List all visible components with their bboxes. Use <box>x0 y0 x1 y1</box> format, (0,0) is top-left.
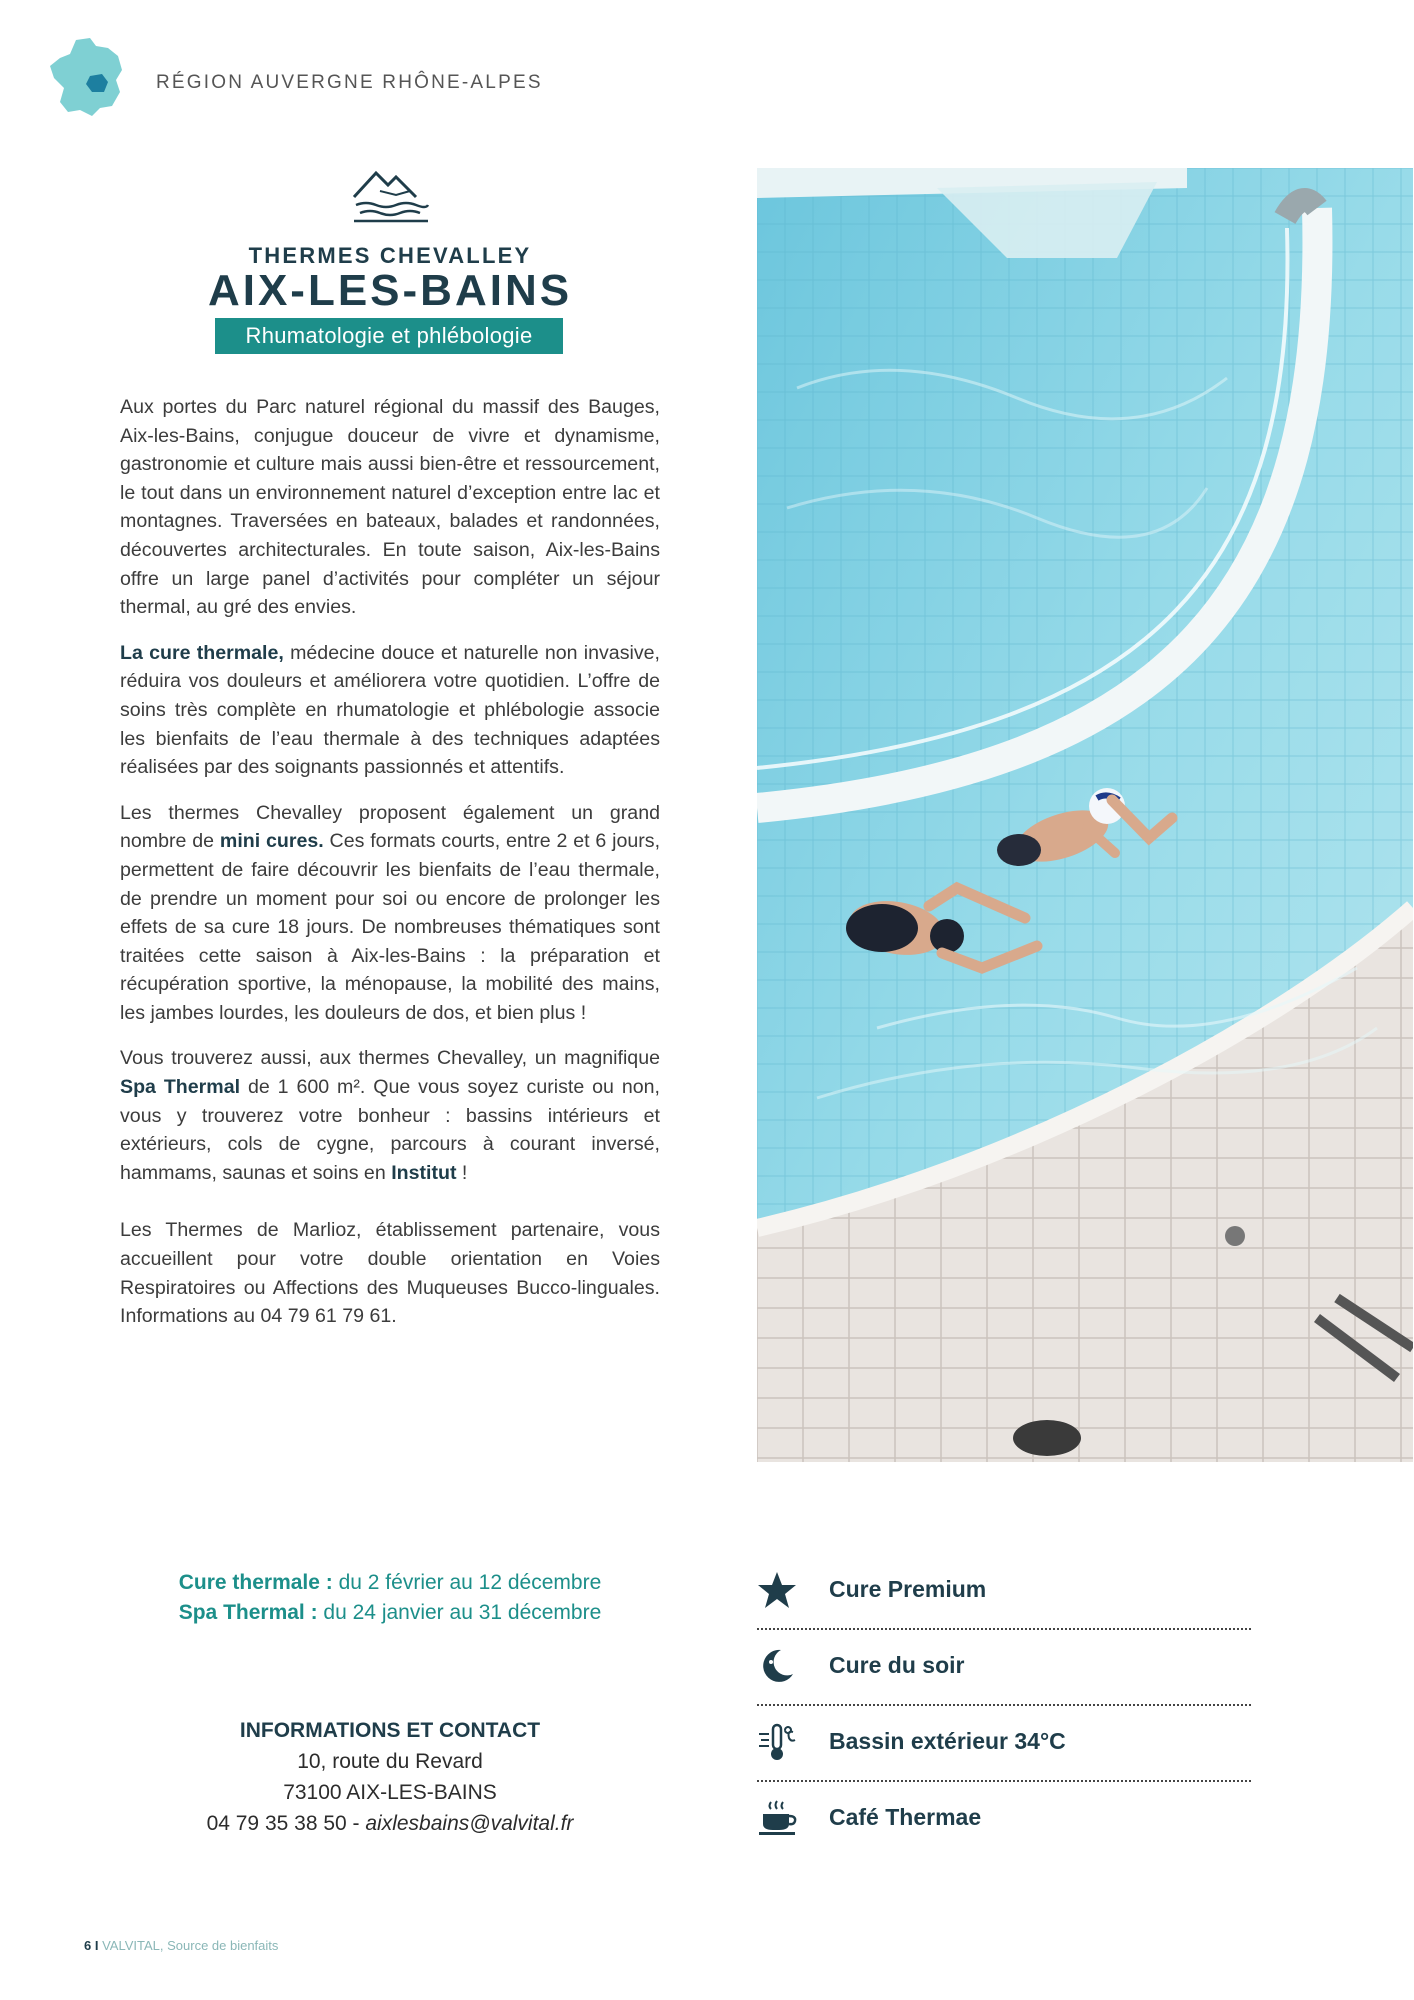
establishment-name: THERMES CHEVALLEY <box>248 243 532 268</box>
contact-phone: 04 79 35 38 50 - <box>206 1812 366 1835</box>
paragraph-spa-text-a: Vous trouverez aussi, aux thermes Chevalley, un magnifique <box>120 1047 660 1070</box>
feature-item <box>757 1628 1251 1706</box>
star-icon <box>757 1570 797 1610</box>
paragraph-mini-cures <box>120 799 660 1028</box>
cure-dates-value: du 2 février au 12 décembre <box>332 1571 602 1594</box>
region-label: RÉGION AUVERGNE RHÔNE-ALPES <box>156 72 543 93</box>
page-number: 6 <box>84 1938 92 1953</box>
contact-street: 10, route du Revard <box>297 1750 483 1773</box>
feature-item <box>757 1552 1251 1630</box>
feature-item <box>757 1704 1251 1782</box>
bold-cure-thermale: La cure thermale, <box>120 641 284 664</box>
specialty-badge: Rhumatologie et phlébologie <box>215 318 563 354</box>
spa-dates <box>120 1598 660 1628</box>
footer-brand: VALVITAL, Source de bienfaits <box>102 1938 279 1953</box>
bold-spa-thermal: Spa Thermal <box>120 1076 241 1099</box>
cure-dates-label: Cure thermale : <box>178 1571 333 1594</box>
mountain-lake-icon <box>350 165 432 223</box>
feature-item <box>757 1780 1251 1856</box>
paragraph-marlioz: Les Thermes de Marlioz, établissement partenaire, vous accueillent pour votre double orientation en Voies Respiratoires ou Affections des Muqueuses Bucco-linguales. Informations au 04 79 61 79 61. <box>120 1219 660 1328</box>
paragraph-spa-text-c: ! <box>456 1161 468 1184</box>
bold-mini-cures: mini cures. <box>219 830 324 853</box>
paragraph-spa-text-b: de 1 600 m². Que vous soyez curiste ou non, vous y trouverez votre bonheur : bassins intérieurs et extérieurs, cols de cygne, parcours à courant inversé, hammams, saunas et soins en <box>120 1076 660 1184</box>
paragraph-intro: Aux portes du Parc naturel régional du massif des Bauges, Aix-les-Bains, conjugue douceur de vivre et dynamisme, gastronomie et culture mais aussi bien-être et ressourcement, le tout dans un environnement naturel d’exception entre lac et montagnes. Traversées en bateaux, balades et randonnées, découvertes architecturales. En toute saison, Aix-les-Bains offre un large panel d’activités pour compléter un séjour thermal, au gré des envies. <box>120 396 660 619</box>
contact-city: 73100 AIX-LES-BAINS <box>283 1781 497 1804</box>
contact-email-link[interactable]: aixlesbains@valvital.fr <box>365 1812 574 1835</box>
page-footer <box>84 1938 278 1953</box>
paragraph-cure <box>120 639 660 782</box>
page-title: AIX-LES-BAINS <box>207 266 573 315</box>
feature-label: Cure Premium <box>829 1576 987 1602</box>
footer-separator: I <box>91 1938 103 1953</box>
moon-icon <box>757 1646 797 1686</box>
contact-heading: INFORMATIONS ET CONTACT <box>239 1719 541 1742</box>
paragraph-cure-text: médecine douce et naturelle non invasive, réduira vos douleurs et améliorera votre quotidien. L’offre de soins très complète en rhumatologie et phlébologie associe les bienfaits de l’eau thermale à des techniques adaptées réalisées par des soignants passionnés et attentifs. <box>120 641 660 779</box>
thermometer-icon <box>757 1722 797 1762</box>
contact-block <box>120 1715 660 1839</box>
contact-phone-email <box>120 1808 660 1839</box>
paragraph-mini-cures-text-b: Ces formats courts, entre 2 et 6 jours, permettent de faire découvrir les bienfaits de l’eau thermale, de prendre un moment pour soi ou encore de prolonger les effets de sa cure 18 jours. De nombreuses thématiques sont traitées cette saison à Aix-les-Bains : la préparation et récupération sportive, la ménopause, la mobilité des mains, les jambes lourdes, les douleurs de dos, et bien plus ! <box>120 830 661 1024</box>
spa-dates-value: du 24 janvier au 31 décembre <box>317 1601 602 1624</box>
paragraph-mini-cures-text-a: Les thermes Chevalley proposent également un grand nombre de <box>120 801 660 853</box>
spa-dates-label: Spa Thermal : <box>178 1601 318 1624</box>
season-dates <box>120 1568 660 1628</box>
feature-label: Café Thermae <box>829 1804 982 1830</box>
bold-institut: Institut <box>391 1161 457 1184</box>
description-text <box>120 393 660 1348</box>
feature-label: Cure du soir <box>829 1652 965 1678</box>
cure-dates <box>120 1568 660 1598</box>
pool-photo <box>757 168 1413 1462</box>
coffee-cup-icon <box>757 1798 797 1838</box>
feature-label: Bassin extérieur 34°C <box>829 1728 1066 1754</box>
paragraph-spa <box>120 1044 660 1187</box>
france-map-icon <box>46 36 126 118</box>
